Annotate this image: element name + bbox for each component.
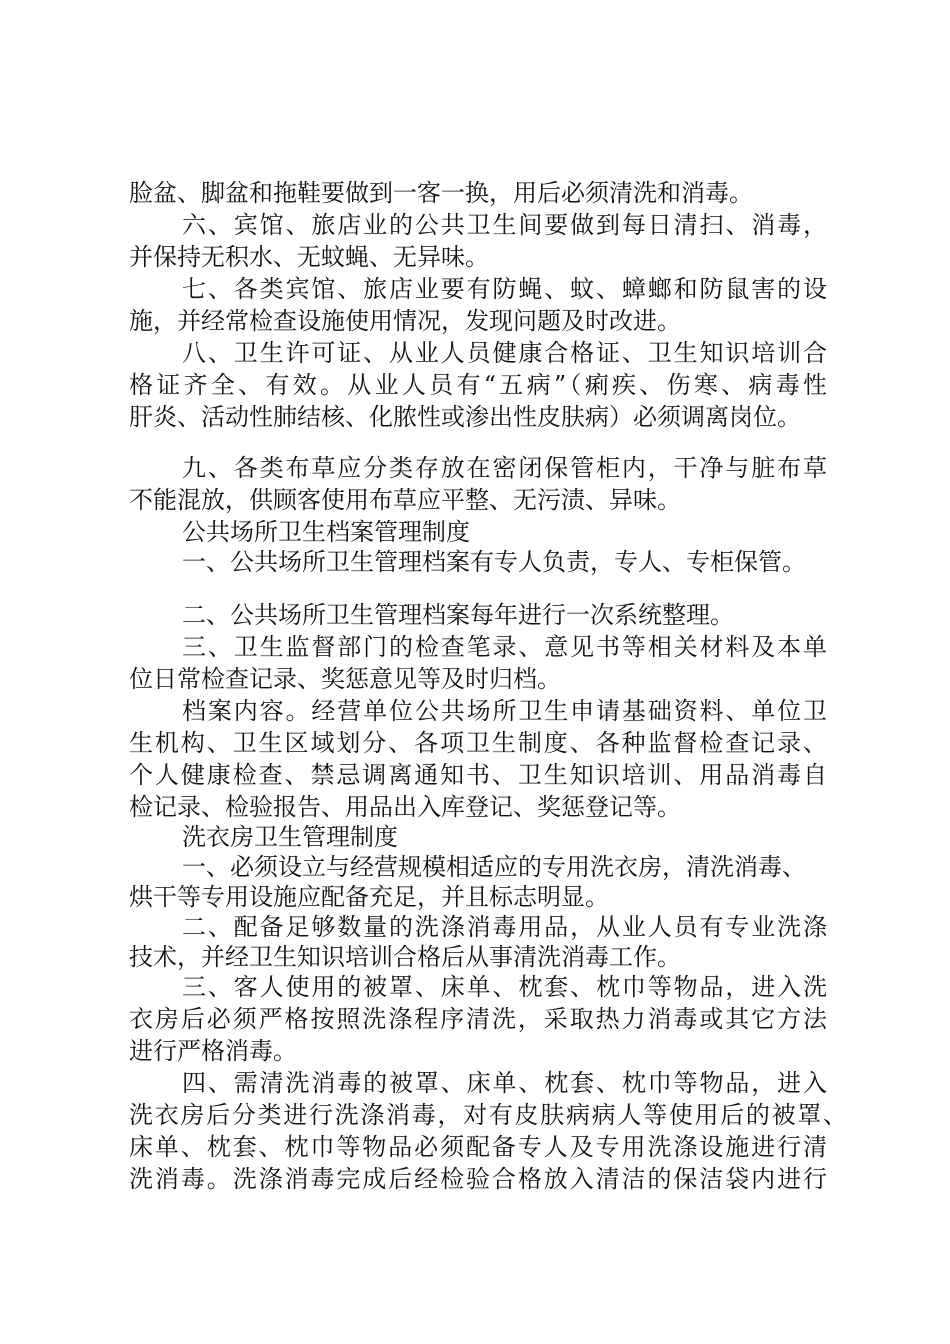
text-line: 一、公共场所卫生管理档案有专人负责，专人、专柜保管。: [182, 548, 806, 576]
section-heading: 公共场所卫生档案管理制度: [182, 518, 470, 546]
text-line: 床单、枕套、枕巾等物品必须配备专人及专用洗涤设施进行清: [129, 1133, 827, 1161]
text-line: 一、必须设立与经营规模相适应的专用洗衣房，清洗消毒、: [182, 853, 806, 881]
text-line: 烘干等专用设施应配备充足，并且标志明显。: [129, 883, 609, 911]
text-line: 七、各类宾馆、旅店业要有防蝇、蚊、蟑螂和防鼠害的设: [182, 275, 827, 303]
text-line: 二、配备足够数量的洗涤消毒用品，从业人员有专业洗涤: [182, 913, 827, 941]
text-line: 三、客人使用的被罩、床单、枕套、枕巾等物品，进入洗: [182, 973, 827, 1001]
text-line: 进行严格消毒。: [129, 1037, 297, 1065]
text-line: 格证齐全、有效。从业人员有“五病”（痢疾、伤寒、病毒性: [129, 371, 827, 399]
text-line: 二、公共场所卫生管理档案每年进行一次系统整理。: [182, 601, 734, 629]
text-line: 生机构、卫生区域划分、各项卫生制度、各种监督检查记录、: [129, 729, 827, 757]
text-line: 档案内容。经营单位公共场所卫生申请基础资料、单位卫: [182, 697, 827, 725]
text-line: 技术，并经卫生知识培训合格后从事清洗消毒工作。: [129, 943, 681, 971]
text-line: 施，并经常检查设施使用情况，发现问题及时改进。: [129, 307, 681, 335]
text-line: 位日常检查记录、奖惩意见等及时归档。: [129, 665, 561, 693]
text-line: 洗消毒。洗涤消毒完成后经检验合格放入清洁的保洁袋内进行: [129, 1165, 827, 1193]
text-line: 个人健康检查、禁忌调离通知书、卫生知识培训、用品消毒自: [129, 761, 827, 789]
text-line: 洗衣房后分类进行洗涤消毒，对有皮肤病病人等使用后的被罩、: [129, 1101, 847, 1129]
text-line: 不能混放，供顾客使用布草应平整、无污渍、异味。: [129, 486, 681, 514]
text-line: 九、各类布草应分类存放在密闭保管柜内，干净与脏布草: [182, 454, 827, 482]
text-line: 检记录、检验报告、用品出入库登记、奖惩登记等。: [129, 793, 681, 821]
text-line: 衣房后必须严格按照洗涤程序清洗，采取热力消毒或其它方法: [129, 1005, 827, 1033]
text-line: 八、卫生许可证、从业人员健康合格证、卫生知识培训合: [182, 339, 827, 367]
text-line: 脸盆、脚盆和拖鞋要做到一客一换，用后必须清洗和消毒。: [129, 179, 753, 207]
text-line: 四、需清洗消毒的被罩、床单、枕套、枕巾等物品，进入: [182, 1069, 827, 1097]
text-line: 并保持无积水、无蚊蝇、无异味。: [129, 243, 489, 271]
text-line: 三、卫生监督部门的检查笔录、意见书等相关材料及本单: [182, 633, 827, 661]
section-heading: 洗衣房卫生管理制度: [182, 823, 398, 851]
text-line: 六、宾馆、旅店业的公共卫生间要做到每日清扫、消毒，: [182, 211, 827, 239]
text-line: 肝炎、活动性肺结核、化脓性或渗出性皮肤病）必须调离岗位。: [129, 403, 801, 431]
